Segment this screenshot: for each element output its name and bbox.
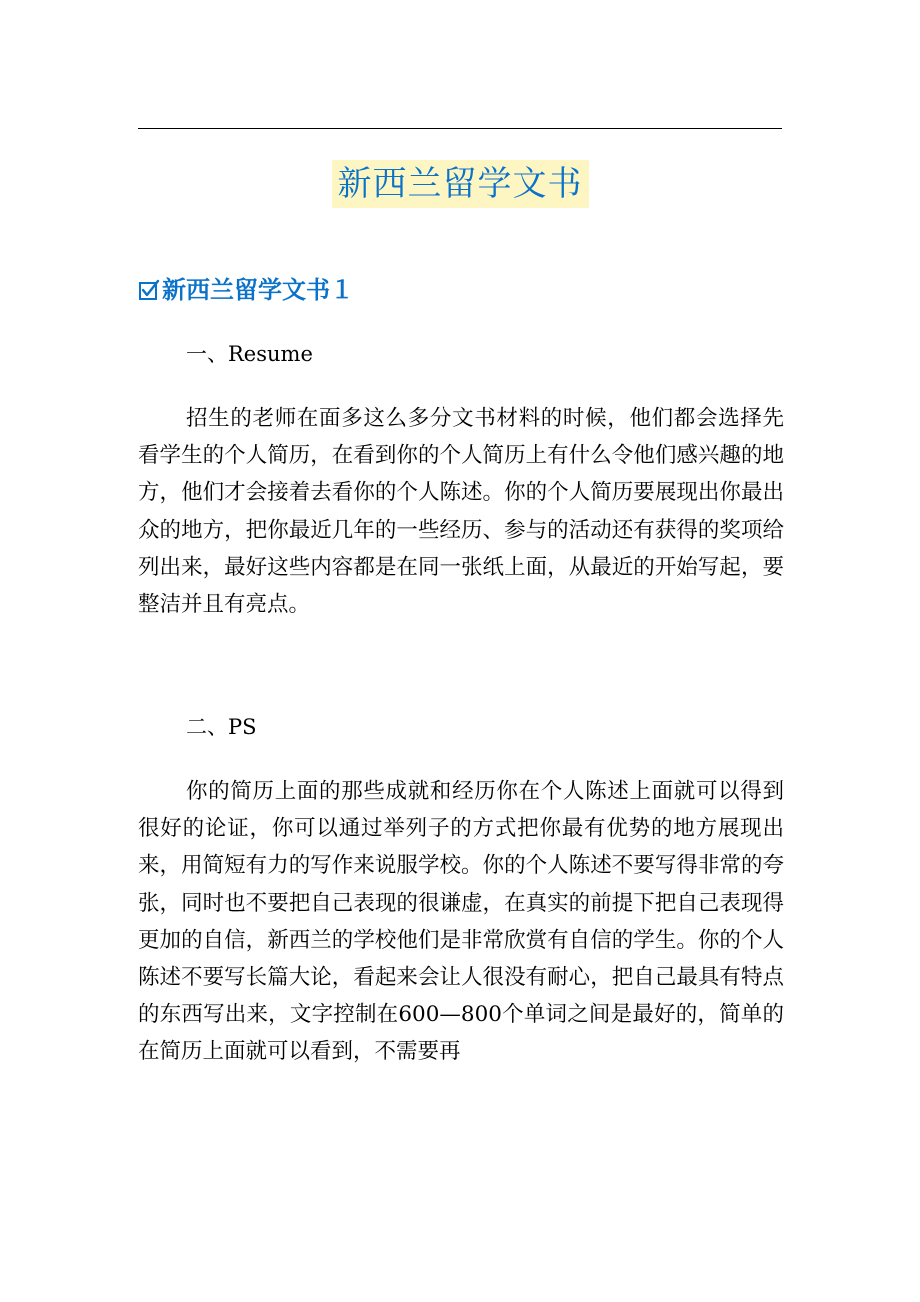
checkbox-checked-icon [138, 279, 160, 301]
subsection-heading-resume: 一、Resume [186, 342, 313, 366]
section-heading [138, 272, 354, 308]
section-heading-text: 新西兰留学文书１ [162, 275, 354, 304]
subsection-heading-ps: 二、PS [186, 715, 257, 739]
paragraph-ps: 你的简历上面的那些成就和经历你在个人陈述上面就可以得到很好的论证，你可以通过举列子的方式把你最有优势的地方展现出来，用简短有力的写作来说服学校。你的个人陈述不要写得非常的夸张，同时也不要把自己表现的很谦虚，在真实的前提下把自己表现得更加的自信，新西兰的学校他们是非常欣赏有自信的学生。你的个人陈述不要写长篇大论，看起来会让人很没有耐心，把自己最具有特点的东西写出来，文字控制在600—800个单词之间是最好的，简单的在简历上面就可以看到，不需要再 [138, 779, 784, 1065]
header-rule [138, 128, 782, 129]
document-title-text: 新西兰留学文书 [332, 160, 589, 208]
paragraph-resume: 招生的老师在面多这么多分文书材料的时候，他们都会选择先看学生的个人简历，在看到你的个人简历上有什么令他们感兴趣的地方，他们才会接着去看你的个人陈述。你的个人简历要展现出你最出众的地方，把你最近几年的一些经历、参与的活动还有获得的奖项给列出来，最好这些内容都是在同一张纸上面，从最近的开始写起，要整洁并且有亮点。 [138, 406, 784, 618]
document-title [0, 160, 920, 214]
